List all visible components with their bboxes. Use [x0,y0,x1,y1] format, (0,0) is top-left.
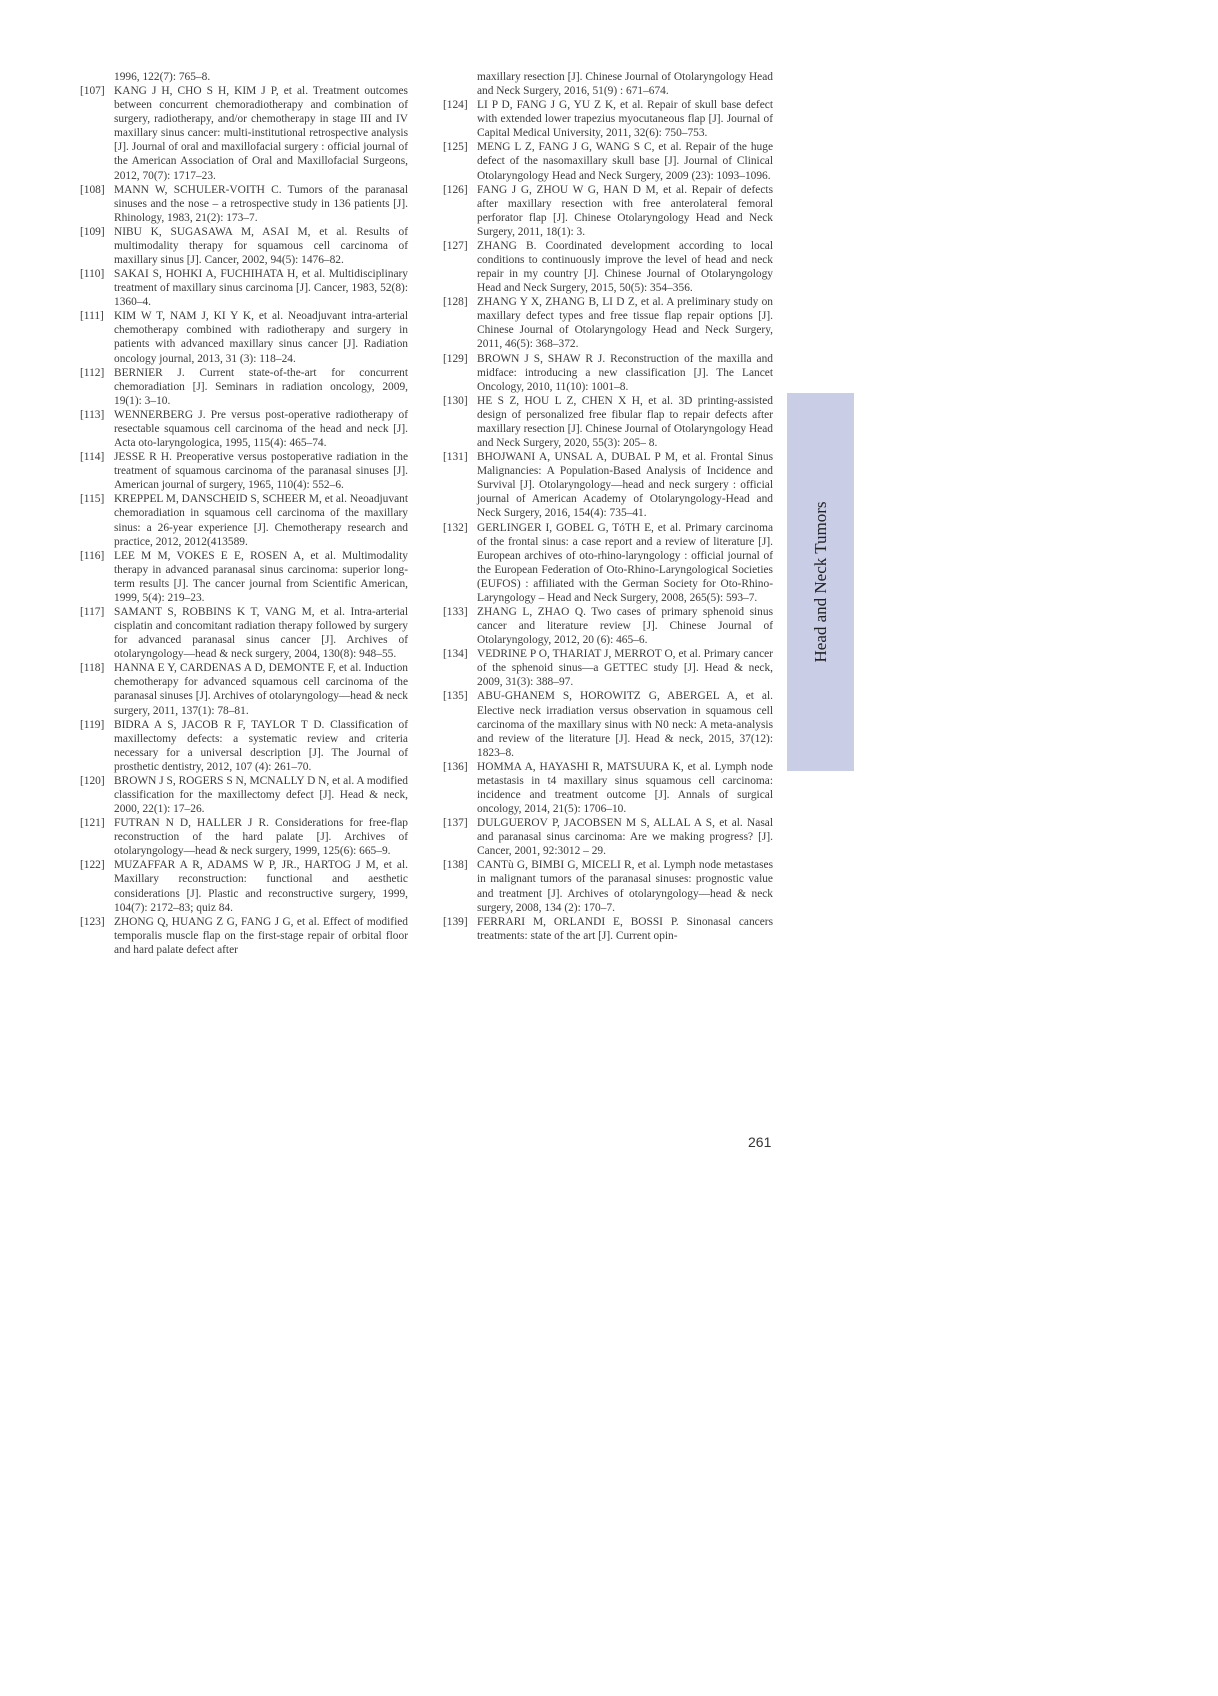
reference-text: ZHANG B. Coordinated development according to local conditions to continuously improve the level of head and neck repair in my country [J]. Chinese Journal of Otolaryngology Head and Neck Surgery, 2015, 50(5): 354–356. [477,239,773,295]
reference-item [80,450,408,492]
reference-number: [131] [443,451,468,464]
reference-text: DULGUEROV P, JACOBSEN M S, ALLAL A S, et al. Nasal and paranasal sinus carcinoma: Are we making progress? [J]. Cancer, 2001, 92:3012 – 29. [477,817,773,858]
section-side-tab [787,393,854,771]
reference-text: CANTù G, BIMBI G, MICELI R, et al. Lymph node metastases in malignant tumors of the paranasal sinuses: prognostic value and treatment [J]. Archives of otolaryngology––head & neck surgery, 2008, 134 (2): 170–7. [477,859,773,914]
reference-item [443,858,773,914]
reference-item [80,661,408,717]
reference-text: FUTRAN N D, HALLER J R. Considerations for free-flap reconstruction of the hard palate [J]. Archives of otolaryngology––head & neck surgery, 1999, 125(6): 665–9. [114,817,408,858]
reference-text: ZHANG L, ZHAO Q. Two cases of primary sphenoid sinus cancer and literature review [J]. Chinese Journal of Otolaryngology, 2012, 20 (6): 465–6. [477,605,773,647]
reference-number: [135] [443,690,468,703]
reference-text: FANG J G, ZHOU W G, HAN D M, et al. Repair of defects after maxillary resection with free anterolateral femoral perforator flap [J]. Chinese Otolaryngology Head and Neck Surgery, 2011, 18(1): 3. [477,183,773,238]
reference-text: KANG J H, CHO S H, KIM J P, et al. Treatment outcomes between concurrent chemoradiotherapy and combination of surgery, radiotherapy, and/or chemotherapy in stage III and IV maxillary sinus cancer: multi-institutional retrospective analysis [J]. Journal of oral and maxillofacial surgery : official journal of the American Association of Oral and Maxillofacial Surgeons, 2012, 70(7): 1717–23. [114,85,408,182]
reference-text: SAMANT S, ROBBINS K T, VANG M, et al. Intra-arterial cisplatin and concomitant radiation therapy followed by surgery for advanced paranasal sinus cancer [J]. Archives of otolaryngology––head & neck surgery, 2004, 130(8): 948–55. [114,605,408,661]
reference-item [443,450,773,520]
reference-text: VEDRINE P O, THARIAT J, MERROT O, et al. Primary cancer of the sphenoid sinus––a GETTEC study [J]. Head & neck, 2009, 31(3): 388–97. [477,648,773,689]
reference-number: [122] [80,859,105,872]
reference-text: KIM W T, NAM J, KI Y K, et al. Neoadjuvant intra-arterial chemotherapy combined with radiotherapy and surgery in patients with advanced maxillary sinus cancer [J]. Radiation oncology journal, 2013, 31 (3): 118–24. [114,310,408,365]
reference-number: [136] [443,760,468,773]
reference-item [80,549,408,605]
reference-text: ABU-GHANEM S, HOROWITZ G, ABERGEL A, et al. Elective neck irradiation versus observation in squamous cell carcinoma of the maxillary sinus with N0 neck: A meta-analysis and review of the literature [J]. Head & neck, 2015, 37(12): 1823–8. [477,690,773,759]
reference-text: ZHANG Y X, ZHANG B, LI D Z, et al. A preliminary study on maxillary defect types and free tissue flap repair options [J]. Chinese Journal of Otolaryngology Head and Neck Surgery, 2011, 46(5): 368–372. [477,296,773,351]
reference-item [443,98,773,140]
reference-text: ZHONG Q, HUANG Z G, FANG J G, et al. Effect of modified temporalis muscle flap on the first-stage repair of orbital floor and hard palate defect after [114,915,408,956]
reference-text: NIBU K, SUGASAWA M, ASAI M, et al. Results of multimodality therapy for squamous cell carcinoma of maxillary sinus [J]. Cancer, 2002, 94(5): 1476–82. [114,225,408,267]
reference-item [80,225,408,267]
reference-item [80,84,408,183]
reference-item [80,267,408,309]
reference-number: [121] [80,817,105,830]
reference-item [80,309,408,365]
reference-number: [112] [80,366,105,379]
reference-item [80,718,408,774]
reference-text: BIDRA A S, JACOB R F, TAYLOR T D. Classification of maxillectomy defects: a systematic review and criteria necessary for a universal description [J]. The Journal of prosthetic dentistry, 2012, 107 (4): 261–70. [114,718,408,773]
reference-item [80,366,408,408]
reference-number: [113] [80,408,105,421]
reference-number: [138] [443,859,468,872]
reference-text: BROWN J S, SHAW R J. Reconstruction of the maxilla and midface: introducing a new classification [J]. The Lancet Oncology, 2010, 11(10): 1001–8. [477,352,773,393]
reference-text: SAKAI S, HOHKI A, FUCHIHATA H, et al. Multidisciplinary treatment of maxillary sinus carcinoma [J]. Cancer, 1983, 52(8): 1360–4. [114,268,408,309]
reference-item [443,140,773,182]
reference-number: [116] [80,549,105,562]
reference-number: [111] [80,310,104,323]
reference-number: [130] [443,394,468,407]
reference-item [443,239,773,295]
reference-continuation: maxillary resection [J]. Chinese Journal of Otolaryngology Head and Neck Surgery, 2016, 51(9) : 671–674. [477,71,773,98]
reference-item [80,816,408,858]
reference-number: [134] [443,648,468,661]
reference-item [443,183,773,239]
reference-number: [133] [443,605,468,618]
reference-text: MUZAFFAR A R, ADAMS W P, JR., HARTOG J M, et al. Maxillary reconstruction: functional and aesthetic considerations [J]. Plastic and reconstructive surgery, 1999, 104(7): 2172–83; quiz 84. [114,859,408,914]
reference-number: [115] [80,493,105,506]
reference-number: [139] [443,915,468,928]
reference-continuation: 1996, 122(7): 765–8. [114,71,211,83]
reference-item [80,183,408,225]
reference-number: [118] [80,662,105,675]
reference-item [80,408,408,450]
reference-text: FERRARI M, ORLANDI E, BOSSI P. Sinonasal cancers treatments: state of the art [J]. Current opin- [477,915,773,942]
reference-text: JESSE R H. Preoperative versus postoperative radiation in the treatment of squamous carcinoma of the paranasal sinuses [J]. American journal of surgery, 1965, 110(4): 552–6. [114,451,408,492]
reference-item [443,521,773,605]
left-reference-column [80,70,408,957]
reference-text: HANNA E Y, CARDENAS A D, DEMONTE F, et al. Induction chemotherapy for advanced squamous cell carcinoma of the paranasal sinuses [J]. Archives of otolaryngology––head & neck surgery, 2011, 137(1): 78–81. [114,662,408,717]
reference-text: HE S Z, HOU L Z, CHEN X H, et al. 3D printing-assisted design of personalized free fibular flap to repair defects after maxillary resection [J]. Chinese Journal of Otolaryngology Head and Neck Surgery, 2020, 55(3): 205– 8. [477,394,773,450]
right-reference-column [443,70,773,943]
reference-number: [119] [80,718,105,731]
reference-text: MANN W, SCHULER-VOITH C. Tumors of the paranasal sinuses and the nose – a retrospective study in 136 patients [J]. Rhinology, 1983, 21(2): 173–7. [114,183,408,224]
reference-number: [124] [443,99,468,112]
reference-number: [123] [80,915,105,928]
reference-text: BROWN J S, ROGERS S N, MCNALLY D N, et al. A modified classification for the maxillectomy defect [J]. Head & neck, 2000, 22(1): 17–26. [114,774,408,816]
reference-item [80,605,408,661]
reference-number: [137] [443,817,468,830]
reference-text: BHOJWANI A, UNSAL A, DUBAL P M, et al. Frontal Sinus Malignancies: A Population-Based Analysis of Incidence and Survival [J]. Otolaryngology––head and neck surgery : official journal of American Academy of Otolaryngology-Head and Neck Surgery, 2016, 154(4): 735–41. [477,451,773,520]
section-tab-label: Head and Neck Tumors [810,501,830,663]
reference-number: [107] [80,85,105,98]
reference-number: [128] [443,296,468,309]
reference-number: [108] [80,183,105,196]
page-number: 261 [748,1134,772,1150]
reference-item [80,492,408,548]
reference-item [443,295,773,351]
reference-item [443,760,773,816]
reference-item [443,689,773,759]
reference-text: LEE M M, VOKES E E, ROSEN A, et al. Multimodality therapy in advanced paranasal sinus carcinoma: superior long-term results [J]. The cancer journal from Scientific American, 1999, 5(4): 219–23. [114,549,408,604]
reference-item [443,915,773,943]
reference-number: [126] [443,183,468,196]
reference-list [80,84,408,957]
reference-item [443,394,773,450]
reference-number: [125] [443,141,468,154]
reference-number: [114] [80,451,105,464]
reference-item [443,647,773,689]
reference-item [80,774,408,816]
reference-number: [117] [80,605,105,618]
reference-item [443,816,773,858]
reference-text: KREPPEL M, DANSCHEID S, SCHEER M, et al. Neoadjuvant chemoradiation in squamous cell carcinoma of the maxillary sinus: a 26-year experience [J]. Chemotherapy research and practice, 2012, 2012(413589. [114,493,408,548]
reference-text: BERNIER J. Current state-of-the-art for concurrent chemoradiation [J]. Seminars in radiation oncology, 2009, 19(1): 3–10. [114,366,408,407]
reference-item [80,858,408,914]
reference-text: LI P D, FANG J G, YU Z K, et al. Repair of skull base defect with extended lower trapezius myocutaneous flap [J]. Journal of Capital Medical University, 2011, 32(6): 750–753. [477,99,773,140]
reference-number: [129] [443,352,468,365]
reference-text: MENG L Z, FANG J G, WANG S C, et al. Repair of the huge defect of the nasomaxillary skull base [J]. Journal of Clinical Otolaryngology Head and Neck Surgery, 2009 (23): 1093–1096. [477,141,773,182]
reference-item [443,605,773,647]
reference-number: [127] [443,239,468,252]
reference-text: HOMMA A, HAYASHI R, MATSUURA K, et al. Lymph node metastasis in t4 maxillary sinus squamous cell carcinoma: incidence and treatment outcome [J]. Annals of surgical oncology, 2014, 21(5): 1706–10. [477,760,773,816]
reference-text: GERLINGER I, GOBEL G, TóTH E, et al. Primary carcinoma of the frontal sinus: a case report and a review of literature [J]. European archives of oto-rhino-laryngology : official journal of the European Federation of Oto-Rhino-Laryngological Societies (EUFOS) : affiliated with the German Society for Oto-Rhino-Laryngology – Head and Neck Surgery, 2008, 265(5): 593–7. [477,521,773,604]
reference-list [443,98,773,943]
reference-number: [110] [80,268,105,281]
reference-item [80,915,408,957]
reference-item [443,352,773,394]
reference-text: WENNERBERG J. Pre versus post-operative radiotherapy of resectable squamous cell carcinoma of the head and neck [J]. Acta oto-laryngologica, 1995, 115(4): 465–74. [114,408,408,450]
reference-number: [132] [443,521,468,534]
reference-number: [120] [80,774,105,787]
reference-number: [109] [80,225,105,238]
